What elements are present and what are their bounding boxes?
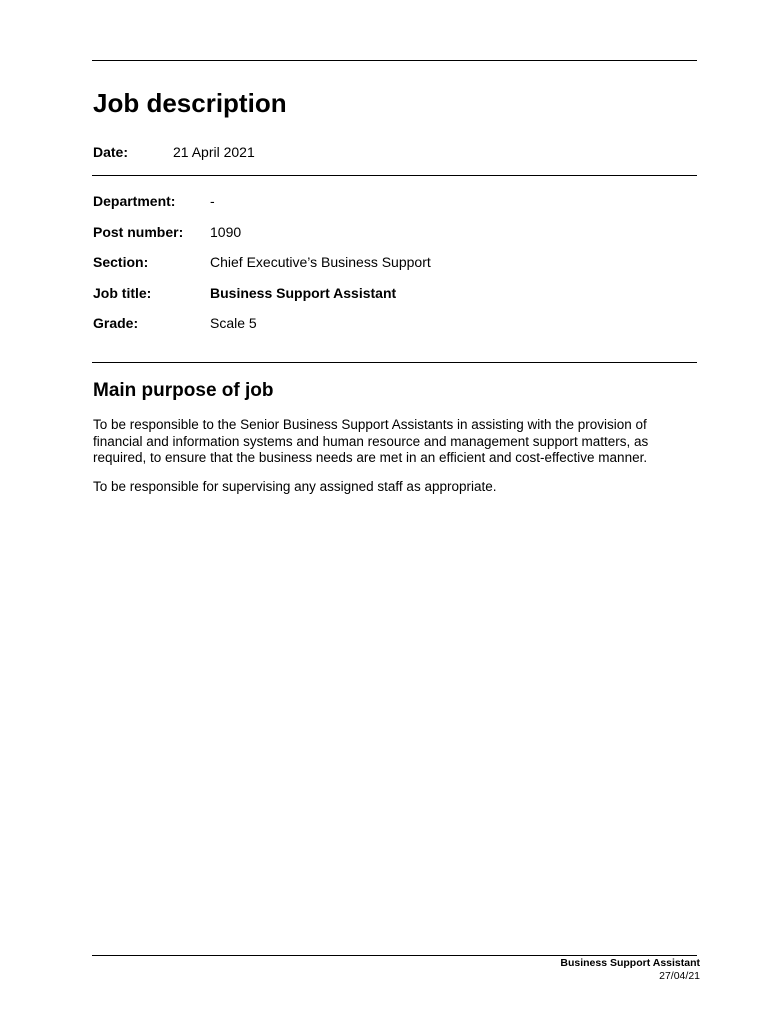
job-details: [93, 192, 693, 345]
detail-row-job-title: [93, 284, 693, 315]
date-label: Date:: [93, 144, 129, 160]
detail-row-department: [93, 192, 693, 223]
footer-date: 27/04/21: [659, 970, 700, 982]
footer-rule: [92, 955, 697, 956]
date-value: 21 April 2021: [173, 144, 255, 160]
detail-label: Section:: [93, 254, 149, 270]
detail-value: 1090: [210, 223, 242, 240]
footer-title: Business Support Assistant: [560, 957, 700, 969]
main-purpose-paragraph: To be responsible to the Senior Business Support Assistants in assisting with the provision of financial and information systems and human resource and management support matters, as required, to ensure that the business needs are met in an efficient and cost-effective manner.: [93, 417, 649, 465]
detail-label: Grade:: [93, 315, 139, 331]
details-bottom-rule: [92, 362, 697, 363]
detail-label: Job title:: [93, 284, 152, 301]
main-purpose-paragraph: To be responsible for supervising any assigned staff as appropriate.: [93, 479, 497, 494]
main-purpose-heading: Main purpose of job: [93, 380, 274, 401]
detail-value: Chief Executive’s Business Support: [210, 254, 431, 270]
detail-row-section: [93, 253, 693, 284]
date-row: [93, 143, 255, 161]
details-top-rule: [92, 175, 697, 176]
detail-value: Scale 5: [210, 315, 257, 331]
top-rule: [92, 60, 697, 61]
detail-row-grade: [93, 314, 693, 345]
detail-label: Department:: [93, 193, 176, 209]
detail-value: -: [210, 193, 215, 209]
detail-value: Business Support Assistant: [210, 284, 397, 301]
detail-label: Post number:: [93, 223, 184, 240]
document-title: Job description: [93, 88, 287, 118]
detail-row-post-number: [93, 223, 693, 254]
